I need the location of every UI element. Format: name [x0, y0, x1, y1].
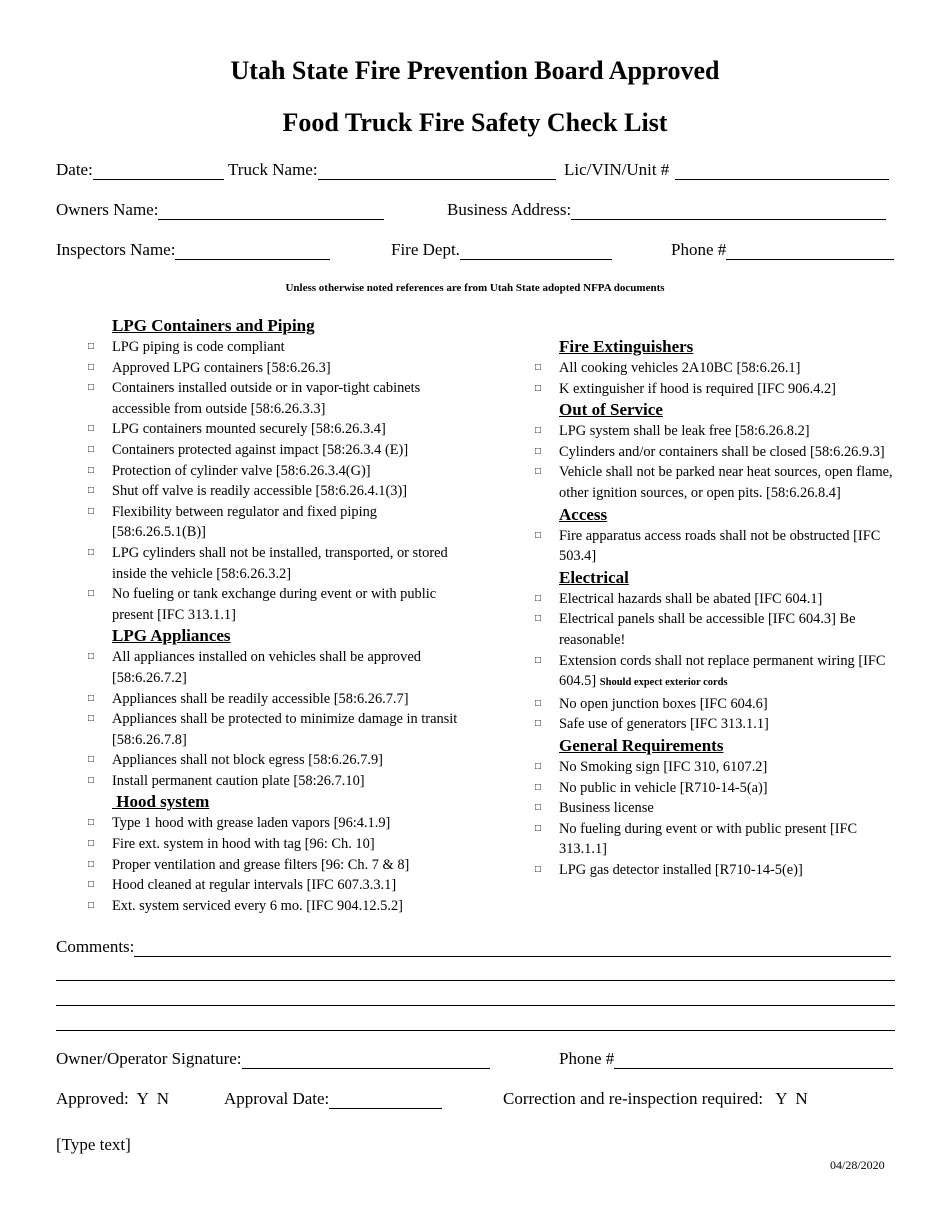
checklist-item[interactable]: □ LPG cylinders shall not be installed, transported, or stored inside the vehicle [58:6.26.3.2] [86, 543, 464, 584]
checkbox-icon[interactable]: □ [88, 838, 95, 850]
phone-input-line[interactable] [726, 243, 894, 260]
checklist-item[interactable]: □ Vehicle shall not be parked near heat sources, open flame, other ignition sources, or open pits. [58:6.26.8.4] [533, 462, 898, 503]
comments-field[interactable] [56, 937, 891, 957]
truck-name-input-line[interactable] [318, 163, 556, 180]
extension-cord-note: Should expect exterior cords [599, 677, 728, 689]
date-field[interactable] [56, 160, 224, 180]
footer-phone-field[interactable] [559, 1049, 893, 1069]
comment-line[interactable] [56, 1030, 895, 1031]
checkbox-icon[interactable]: □ [535, 382, 542, 394]
checklist-item[interactable]: □ Appliances shall not block egress [58:6.26.7.9] [86, 750, 464, 771]
checkbox-icon[interactable]: □ [535, 654, 542, 666]
checklist-item[interactable]: □ No Smoking sign [IFC 310, 6107.2] [533, 757, 898, 778]
checkbox-icon[interactable]: □ [88, 879, 95, 891]
checkbox-icon[interactable]: □ [88, 692, 95, 704]
right-checklist-column [533, 336, 898, 880]
checkbox-icon[interactable]: □ [535, 445, 542, 457]
section-heading-fire-extinguishers: Fire Extinguishers [559, 337, 694, 356]
checkbox-icon[interactable]: □ [88, 423, 95, 435]
checklist-item[interactable]: □ Flexibility between regulator and fixed piping [58:6.26.5.1(B)] [86, 502, 464, 543]
section-heading-access: Access [559, 504, 608, 524]
revision-date: 04/28/2020 [830, 1158, 885, 1172]
checklist-item[interactable]: □ All cooking vehicles 2A10BC [58:6.26.1] [533, 358, 898, 379]
lic-input-line[interactable] [675, 163, 889, 180]
checklist-item[interactable]: □ No public in vehicle [R710-14-5(a)] [533, 778, 898, 799]
checkbox-icon[interactable]: □ [88, 858, 95, 870]
checkbox-icon[interactable]: □ [535, 592, 542, 604]
inspectors-name-label: Inspectors Name: [56, 240, 176, 259]
checklist-item[interactable]: □ No open junction boxes [IFC 604.6] [533, 694, 898, 715]
checkbox-icon[interactable]: □ [88, 505, 95, 517]
checkbox-icon[interactable]: □ [88, 651, 95, 663]
footer-phone-label: Phone # [559, 1049, 615, 1068]
signature-label: Owner/Operator Signature: [56, 1049, 242, 1068]
owners-name-field[interactable] [56, 200, 384, 220]
inspectors-name-input-line[interactable] [175, 243, 330, 260]
checklist-item[interactable]: □ Electrical hazards shall be abated [IFC 604.1] [533, 589, 898, 610]
fire-dept-input-line[interactable] [460, 243, 612, 260]
checkbox-icon[interactable]: □ [88, 382, 95, 394]
checklist-item[interactable]: □ Ext. system serviced every 6 mo. [IFC 904.12.5.2] [86, 896, 464, 917]
footer-phone-input-line[interactable] [614, 1052, 893, 1069]
business-address-input-line[interactable] [571, 203, 886, 220]
page-title: Utah State Fire Prevention Board Approved [230, 56, 720, 85]
checklist-item[interactable]: □ Fire apparatus access roads shall not be obstructed [IFC 503.4] [533, 526, 898, 567]
comment-line[interactable] [56, 1005, 895, 1006]
checkbox-icon[interactable]: □ [88, 754, 95, 766]
checklist-item[interactable]: □ Appliances shall be readily accessible [58:6.26.7.7] [86, 689, 464, 710]
checklist-item[interactable]: □ No fueling or tank exchange during event or with public present [IFC 313.1.1] [86, 584, 464, 625]
checkbox-icon[interactable]: □ [535, 718, 542, 730]
checklist-item[interactable]: □ All appliances installed on vehicles shall be approved [58:6.26.7.2] [86, 647, 464, 688]
section-heading-hood-system: Hood system [112, 792, 210, 812]
checklist-item[interactable]: □ Protection of cylinder valve [58:6.26.3.4(G)] [86, 461, 464, 482]
section-heading-lpg-containers: LPG Containers and Piping [112, 316, 315, 335]
checkbox-icon[interactable]: □ [535, 802, 542, 814]
checkbox-icon[interactable]: □ [88, 546, 95, 558]
page-subtitle: Food Truck Fire Safety Check List [282, 108, 668, 137]
fire-dept-label: Fire Dept. [391, 240, 460, 259]
comments-input-line[interactable] [134, 940, 891, 957]
checkbox-icon[interactable]: □ [88, 464, 95, 476]
checkbox-icon[interactable]: □ [535, 529, 542, 541]
comments-label: Comments: [56, 937, 135, 956]
owners-name-input-line[interactable] [158, 203, 384, 220]
approval-date-label: Approval Date: [224, 1089, 330, 1108]
phone-label: Phone # [671, 240, 727, 259]
comment-line[interactable] [56, 980, 895, 981]
checklist-item[interactable]: □ Cylinders and/or containers shall be closed [58:6.26.9.3] [533, 442, 898, 463]
section-heading-electrical: Electrical [559, 567, 629, 587]
checkbox-icon[interactable]: □ [88, 485, 95, 497]
nfpa-note: Unless otherwise noted references are from Utah State adopted NFPA documents [285, 282, 665, 294]
checklist-item[interactable]: □ LPG containers mounted securely [58:6.26.3.4] [86, 419, 464, 440]
checklist-item[interactable]: □ Containers installed outside or in vapor-tight cabinets accessible from outside [58:6.26.3.3] [86, 378, 464, 419]
checkbox-icon[interactable]: □ [88, 817, 95, 829]
inspectors-name-field[interactable] [56, 240, 330, 260]
type-text-placeholder: [Type text] [56, 1135, 131, 1154]
checklist-item[interactable]: □ Approved LPG containers [58:6.26.3] [86, 358, 464, 379]
checklist-item[interactable]: □ No fueling during event or with public present [IFC 313.1.1] [533, 819, 898, 860]
checklist-item[interactable]: □ Extension cords shall not replace permanent wiring [IFC 604.5] Should expect exterior cords [533, 651, 898, 694]
date-input-line[interactable] [93, 163, 224, 180]
section-heading-lpg-appliances: LPG Appliances [112, 626, 231, 646]
checkbox-icon[interactable]: □ [535, 697, 542, 709]
checklist-item[interactable]: □ K extinguisher if hood is required [IFC 906.4.2] [533, 379, 898, 400]
checkbox-icon[interactable]: □ [535, 466, 542, 478]
checklist-item[interactable]: □ Install permanent caution plate [58:26.7.10] [86, 771, 464, 792]
checkbox-icon[interactable]: □ [535, 425, 542, 437]
checklist-item[interactable]: □ Appliances shall be protected to minimize damage in transit [58:6.26.7.8] [86, 709, 464, 750]
signature-field[interactable] [56, 1049, 490, 1069]
left-checklist-column [86, 315, 464, 916]
signature-input-line[interactable] [242, 1052, 490, 1069]
business-address-label: Business Address: [447, 200, 572, 219]
checkbox-icon[interactable]: □ [535, 613, 542, 625]
checklist-item[interactable]: □ Fire ext. system in hood with tag [96: Ch. 10] [86, 834, 464, 855]
owners-name-label: Owners Name: [56, 200, 159, 219]
checkbox-icon[interactable]: □ [535, 822, 542, 834]
checkbox-icon[interactable]: □ [535, 362, 542, 373]
checkbox-icon[interactable]: □ [88, 361, 95, 373]
checkbox-icon[interactable]: □ [88, 588, 95, 600]
checkbox-icon[interactable]: □ [535, 781, 542, 793]
checklist-item[interactable]: □ LPG gas detector installed [R710-14-5(e)] [533, 860, 898, 881]
date-label: Date: [56, 160, 93, 179]
phone-field[interactable] [671, 240, 894, 260]
truck-name-field[interactable] [228, 160, 556, 180]
checkbox-icon[interactable]: □ [88, 774, 95, 786]
checkbox-icon[interactable]: □ [88, 443, 95, 455]
checklist-item[interactable]: □ Proper ventilation and grease filters [96: Ch. 7 & 8] [86, 855, 464, 876]
lic-label: Lic/VIN/Unit # [564, 160, 670, 179]
approved-y-n[interactable]: Approved: Y N [56, 1089, 169, 1108]
checklist-item[interactable]: □ Hood cleaned at regular intervals [IFC 607.3.3.1] [86, 875, 464, 896]
checklist-item[interactable]: □ LPG system shall be leak free [58:6.26.8.2] [533, 421, 898, 442]
checklist-item[interactable]: □ Containers protected against impact [58:26.3.4 (E)] [86, 440, 464, 461]
fire-dept-field[interactable] [391, 240, 612, 260]
checklist-item[interactable]: □ LPG piping is code compliant [86, 337, 464, 358]
checklist-item[interactable]: □ Safe use of generators [IFC 313.1.1] [533, 714, 898, 735]
checkbox-icon[interactable]: □ [88, 341, 95, 352]
business-address-field[interactable] [447, 200, 886, 220]
section-heading-out-of-service: Out of Service [559, 400, 663, 420]
checklist-item[interactable]: □ Electrical panels shall be accessible [IFC 604.3] Be reasonable! [533, 609, 898, 650]
checklist-item[interactable]: □ Business license [533, 798, 898, 819]
checkbox-icon[interactable]: □ [88, 899, 95, 911]
checkbox-icon[interactable]: □ [535, 863, 542, 875]
correction-reinspection-y-n[interactable]: Correction and re-inspection required: Y N [503, 1089, 808, 1108]
approval-date-field[interactable] [224, 1089, 442, 1109]
lic-field[interactable] [564, 160, 889, 180]
checkbox-icon[interactable]: □ [88, 713, 95, 725]
approval-date-input-line[interactable] [329, 1092, 442, 1109]
truck-name-label: Truck Name: [228, 160, 318, 179]
section-heading-general-requirements: General Requirements [559, 735, 724, 755]
checklist-item[interactable]: □ Shut off valve is readily accessible [58:6.26.4.1(3)] [86, 481, 464, 502]
checkbox-icon[interactable]: □ [535, 760, 542, 772]
checklist-item[interactable]: □ Type 1 hood with grease laden vapors [96:4.1.9] [86, 813, 464, 834]
